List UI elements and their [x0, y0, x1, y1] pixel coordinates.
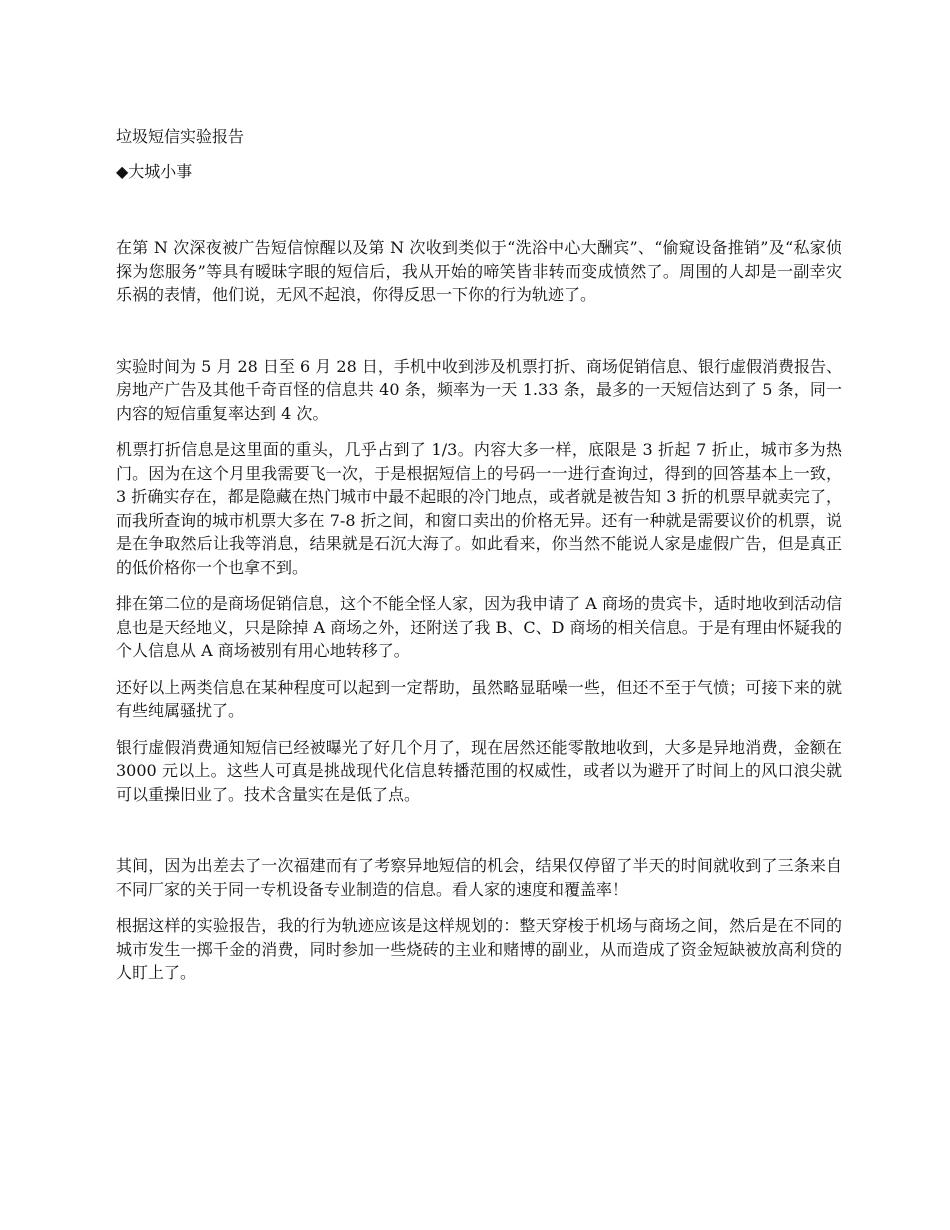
paragraph-mall-promotions: 排在第二位的是商场促销信息，这个不能全怪人家，因为我申请了 A 商场的贵宾卡，适时地收到活动信息也是天经地义，只是除掉 A 商场之外，还附送了我 B、C、D 商场的相关信息。于是有理由怀疑我的个人信息从 A 商场被别有用心地转移了。: [116, 594, 842, 660]
paragraph-two-types: 还好以上两类信息在某种程度可以起到一定帮助，虽然略显聒噪一些，但还不至于气愤；可接下来的就有些纯属骚扰了。: [116, 677, 842, 720]
document-title: 垃圾短信实验报告: [116, 127, 245, 146]
paragraph-experiment-period: 实验时间为 5 月 28 日至 6 月 28 日，手机中收到涉及机票打折、商场促销信息、银行虚假消费报告、房地产广告及其他千奇百怪的信息共 40 条，频率为一天 1.33 条，最多的一天短信达到了 5 条，同一内容的短信重复率达到 4 次。: [116, 356, 842, 423]
paragraph-flight-discounts: 机票打折信息是这里面的重头，几乎占到了 1/3。内容大多一样，底限是 3 折起 7 折止，城市多为热门。因为在这个月里我需要飞一次，于是根据短信上的号码一一进行查询过，得到的回答基本上一致，3 折确实存在，都是隐藏在热门城市中最不起眼的冷门地点，或者就是被告知 3 折的机票早就卖完了，而我所查询的城市机票大多在 7-8 折之间，和窗口卖出的价格无异。还有一种就是需要议价的机票，说是在争取然后让我等消息，结果就是石沉大海了。如此看来，你当然不能说人家是虚假广告，但是真正的低价格你一个也拿不到。: [116, 440, 842, 577]
paragraph-bank-fraud: 银行虚假消费通知短信已经被曝光了好几个月了，现在居然还能零散地收到，大多是异地消费，金额在 3000 元以上。这些人可真是挑战现代化信息转播范围的权威性，或者以为避开了时间上的风口浪尖就可以重操旧业了。技术含量实在是低了点。: [116, 737, 842, 804]
document-byline: ◆大城小事: [116, 162, 193, 181]
document-page: [116, 125, 842, 985]
paragraph-fujian-trip: 其间，因为出差去了一次福建而有了考察异地短信的机会，结果仅停留了半天的时间就收到了三条来自不同厂家的关于同一专机设备专业制造的信息。看人家的速度和覆盖率！: [116, 856, 842, 899]
paragraph-intro: 在第 N 次深夜被广告短信惊醒以及第 N 次收到类似于“洗浴中心大酬宾”、“偷窥设备推销”及“私家侦探为您服务”等具有暧昧字眼的短信后，我从开始的啼笑皆非转而变成愤然了。周围的人却是一副幸灾乐祸的表情，他们说，无风不起浪，你得反思一下你的行为轨迹了。: [116, 238, 842, 304]
paragraph-conclusion: 根据这样的实验报告，我的行为轨迹应该是这样规划的：整天穿梭于机场与商场之间，然后是在不同的城市发生一掷千金的消费，同时参加一些烧砖的主业和赌博的副业，从而造成了资金短缺被放高利贷的人盯上了。: [116, 916, 842, 982]
